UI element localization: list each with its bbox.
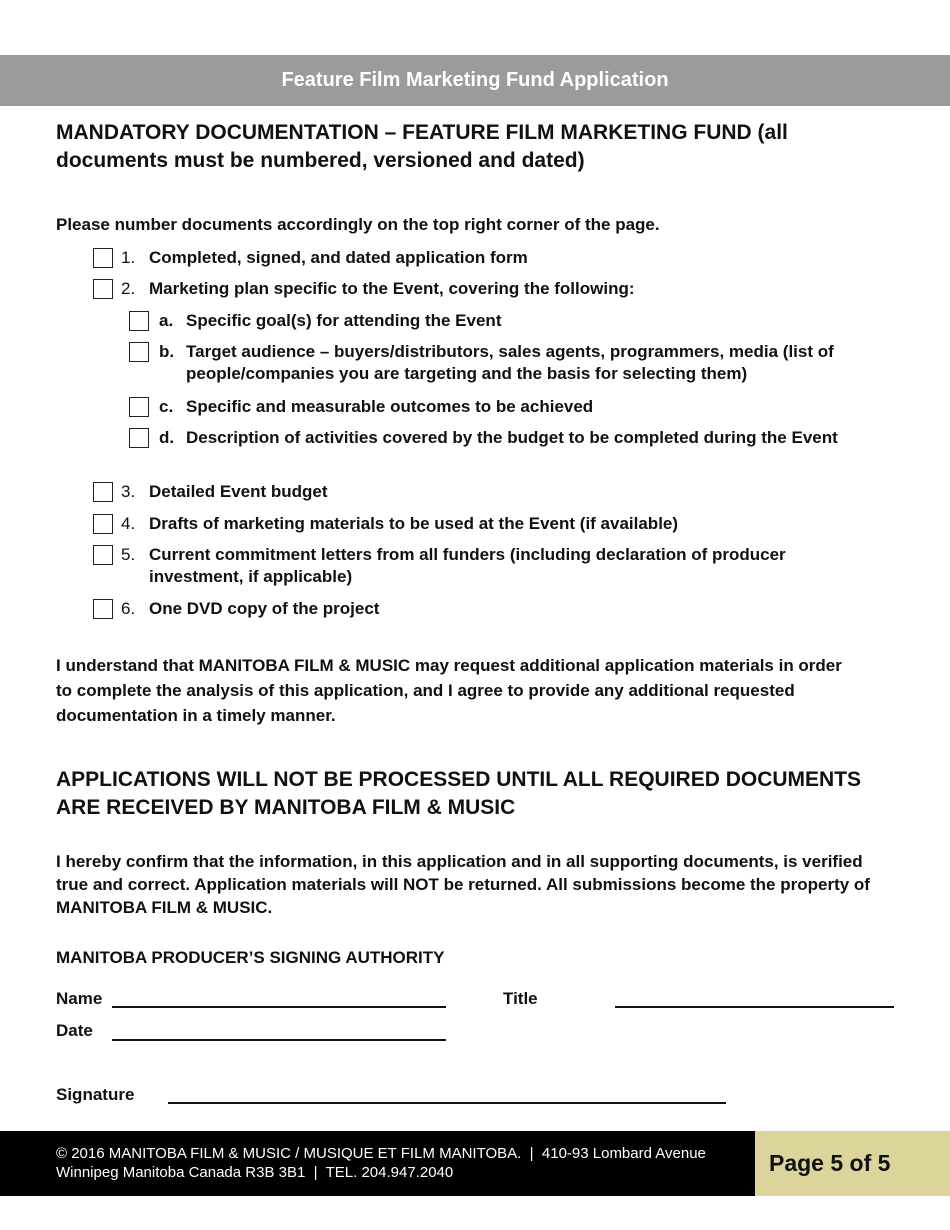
mandatory-documentation-heading: MANDATORY DOCUMENTATION – FEATURE FILM MARKETING FUND (all documents must be numbered, versioned and dated) [56, 121, 788, 172]
name-field[interactable] [112, 1006, 446, 1008]
processing-heading: APPLICATIONS WILL NOT BE PROCESSED UNTIL ALL REQUIRED DOCUMENTS ARE RECEIVED BY MANITOBA FILM & MUSIC [56, 768, 862, 819]
page-indicator [755, 1131, 950, 1196]
item-text: Target audience – buyers/distributors, sales agents, programmers, media (list of people/companies you are targeting and the basis for selecting them) [186, 342, 834, 383]
item-text: Completed, signed, and dated application form [149, 248, 528, 267]
page-number: Page 5 of 5 [769, 1150, 891, 1176]
signature-field[interactable] [168, 1102, 726, 1104]
checkbox-item-2b[interactable] [129, 342, 149, 362]
item-number: 2. [121, 279, 136, 298]
footer-line-1: © 2016 MANITOBA FILM & MUSIC / MUSIQUE ET FILM MANITOBA. | 410-93 Lombard Avenue [56, 1145, 706, 1162]
checkbox-item-1[interactable] [93, 248, 113, 268]
understand-paragraph: I understand that MANITOBA FILM & MUSIC may request additional application materials in order to complete the analysis of this application, and I agree to provide any additional requested documentation in a timely manner. [56, 656, 842, 725]
title-field[interactable] [615, 1006, 894, 1008]
checkbox-item-2d[interactable] [129, 428, 149, 448]
header-bar [0, 55, 950, 106]
confirm-paragraph: I hereby confirm that the information, in this application and in all supporting documents, is verified true and correct. Application materials will NOT be returned. All submissions become the property of MANITOBA FILM & MUSIC. [56, 852, 870, 917]
item-number: 1. [121, 248, 136, 267]
footer-line-2: Winnipeg Manitoba Canada R3B 3B1 | TEL. 204.947.2040 [56, 1164, 454, 1181]
footer [0, 1131, 755, 1196]
signature-label: Signature [56, 1085, 135, 1104]
item-number: 3. [121, 482, 136, 501]
date-field[interactable] [112, 1039, 446, 1041]
checkbox-item-4[interactable] [93, 514, 113, 534]
title-label: Title [503, 989, 538, 1008]
item-text: Marketing plan specific to the Event, covering the following: [149, 279, 635, 298]
item-letter: c. [159, 397, 174, 416]
item-number: 4. [121, 514, 136, 533]
item-text: Specific and measurable outcomes to be achieved [186, 397, 594, 416]
item-text: Description of activities covered by the budget to be completed during the Event [186, 428, 838, 447]
signing-authority-heading: MANITOBA PRODUCER’S SIGNING AUTHORITY [56, 948, 445, 967]
checkbox-item-2[interactable] [93, 279, 113, 299]
checkbox-item-5[interactable] [93, 545, 113, 565]
item-letter: d. [159, 428, 175, 447]
name-label: Name [56, 989, 103, 1008]
footer-address [56, 1144, 706, 1182]
item-letter: b. [159, 342, 175, 361]
checkbox-item-6[interactable] [93, 599, 113, 619]
checkbox-item-2a[interactable] [129, 311, 149, 331]
item-text: One DVD copy of the project [149, 599, 380, 618]
numbering-instruction: Please number documents accordingly on the top right corner of the page. [56, 215, 660, 234]
item-text: Drafts of marketing materials to be used at the Event (if available) [149, 514, 679, 533]
form-title: Feature Film Marketing Fund Application [281, 69, 669, 91]
item-text: Detailed Event budget [149, 482, 328, 501]
checkbox-item-2c[interactable] [129, 397, 149, 417]
item-number: 6. [121, 599, 136, 618]
date-label: Date [56, 1021, 93, 1040]
checkbox-item-3[interactable] [93, 482, 113, 502]
item-text: Current commitment letters from all funders (including declaration of producer investment, if applicable) [149, 545, 786, 586]
item-letter: a. [159, 311, 174, 330]
item-text: Specific goal(s) for attending the Event [186, 311, 502, 330]
item-number: 5. [121, 545, 136, 564]
